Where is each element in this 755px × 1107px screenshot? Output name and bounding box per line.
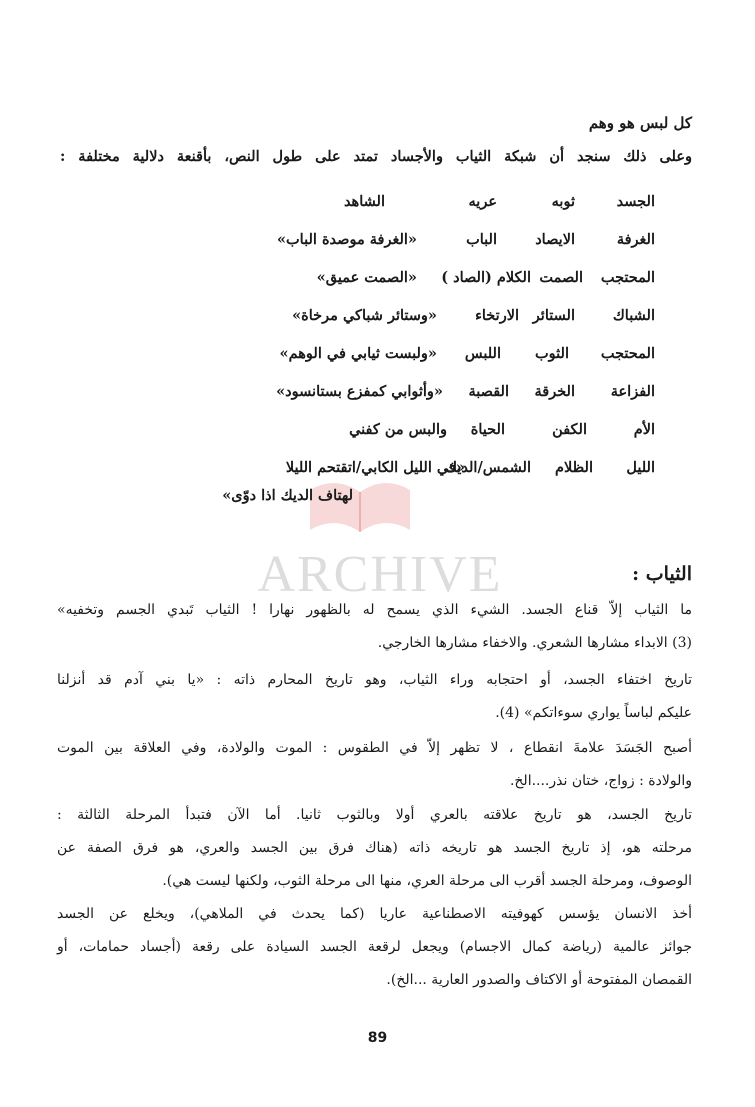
table-row: [0, 305, 755, 329]
table-cell: «وستائر شباكي مرخاة»: [292, 307, 437, 324]
page-number: 89: [367, 1030, 388, 1046]
paragraph: [57, 732, 692, 798]
paragraph-line: تاريخ اختفاء الجسد، أو احتجابه وراء الثياب، وهو تاريخ المحارم ذاته : «يا بني آدم قد أنزلنا: [57, 672, 692, 688]
paragraph-line: الوصوف، ومرحلة الجسد أقرب الى مرحلة العري، منها الى مرحلة الثوب، ولكنها ليست هي).: [162, 873, 692, 889]
table-header-cell: الجسد: [616, 193, 655, 210]
table-cell: الثوب: [535, 345, 569, 362]
table-cell: الصمت: [539, 269, 583, 286]
paragraph-line: القمصان المفتوحة أو الاكتاف والصدور العارية ...الخ).: [386, 972, 692, 988]
table-cell: الشمس/الديك: [445, 459, 531, 476]
paragraph-line: مرحلته هو، إذ تاريخ الجسد هو تاريخه ذاته (هناك فرق بين الجسد والعري، هو فرق الصفة عن: [57, 840, 692, 856]
intro-line-2: وعلى ذلك سنجد أن شبكة الثياب والأجساد تمتد على طول النص، بأقنعة دلالية مختلفة :: [60, 148, 692, 165]
paragraph-line: جوائز عالمية (رياضة كمال الاجسام) ويجعل لرقعة الجسد السيادة على رقعة (أجساد حمامات، أو: [57, 939, 692, 955]
table-cell: الخرقة: [534, 383, 575, 400]
table-cell: الشباك: [612, 307, 655, 324]
table-cell: الكفن: [552, 421, 587, 438]
table-cell: الليل: [626, 459, 655, 476]
table-header-cell: ثوبه: [551, 193, 575, 210]
table-cell: المحتجب: [600, 345, 655, 362]
table-cell: الارتخاء: [475, 307, 519, 324]
table-cell: «الغرفة موصدة الباب»: [276, 231, 417, 248]
table-continuation: لهتاف الديك اذا دوّى»: [222, 487, 353, 504]
table-cell: القصبة: [468, 383, 509, 400]
table-cell: «وأثوابي كمفزع بستانسود»: [276, 383, 443, 400]
table-header-row: [0, 191, 755, 215]
table-cell: الظلام: [555, 459, 593, 476]
table-cell: «في الليل الكابي/اتقتحم الليلا: [285, 459, 465, 476]
table-cell: الستائر: [532, 307, 575, 324]
table-cell: الفزاعة: [610, 383, 655, 400]
table-header-cell: عريه: [468, 193, 497, 210]
intro-line-1: كل لبس هو وهم: [588, 114, 692, 132]
table-cell: اللبس: [464, 345, 501, 362]
table-continuation-row: [0, 485, 755, 509]
table-header-cell: الشاهد: [343, 193, 385, 210]
table-cell: الغرفة: [616, 231, 655, 248]
table-cell: والبس من كفني: [349, 421, 447, 438]
table-row: [0, 343, 755, 367]
table-cell: الكلام (الصاد ): [441, 269, 531, 286]
paragraph: [57, 664, 692, 730]
paragraph-line: تاريخ الجسد، هو تاريخ علاقته بالعري أولا وبالثوب ثانيا. أما الآن فتبدأ المرحلة الثالثة :: [57, 807, 692, 823]
paragraph: [57, 898, 692, 997]
paragraph: [57, 594, 692, 660]
table-cell: «الصمت عميق»: [316, 269, 417, 286]
table-cell: المحتجب: [600, 269, 655, 286]
table-row: [0, 457, 755, 481]
paragraph-line: والولادة : زواج، ختان نذر....الخ.: [509, 773, 692, 789]
paragraph-line: أخذ الانسان يؤسس كهوفيته الاصطناعية عاريا (كما يحدث في الملاهي)، ويخلع عن الجسد: [57, 906, 692, 922]
paragraph-line: (3) الابداء مشارها الشعري. والاخفاء مشارها الخارجي.: [377, 635, 692, 651]
paragraph: [57, 799, 692, 898]
archive-watermark: ARCHIVE: [257, 546, 503, 603]
table-row: [0, 229, 755, 253]
table-row: [0, 267, 755, 291]
table-cell: الايصاد: [535, 231, 575, 248]
table-cell: الحياة: [470, 421, 505, 438]
table-cell: «ولبست ثيابي في الوهم»: [279, 345, 437, 362]
paragraph-line: عليكم لباساً يواري سوءاتكم» (4).: [495, 705, 692, 721]
table-row: [0, 381, 755, 405]
section-heading: الثياب :: [632, 563, 692, 585]
table-cell: الباب: [466, 231, 497, 248]
table-row: [0, 419, 755, 443]
table-cell: الأم: [633, 421, 655, 438]
paragraph-line: ما الثياب إلاّ قناع الجسد. الشيء الذي يسمح له بالظهور نهارا ! الثياب تَبدي الجسم وتخفيه»: [57, 602, 692, 618]
paragraph-line: أصبح الجَسَدَ علامةَ انقطاع ، لا تظهر إلاّ في الطقوس : الموت والولادة، وفي العلاقة بين الموت: [57, 740, 692, 756]
